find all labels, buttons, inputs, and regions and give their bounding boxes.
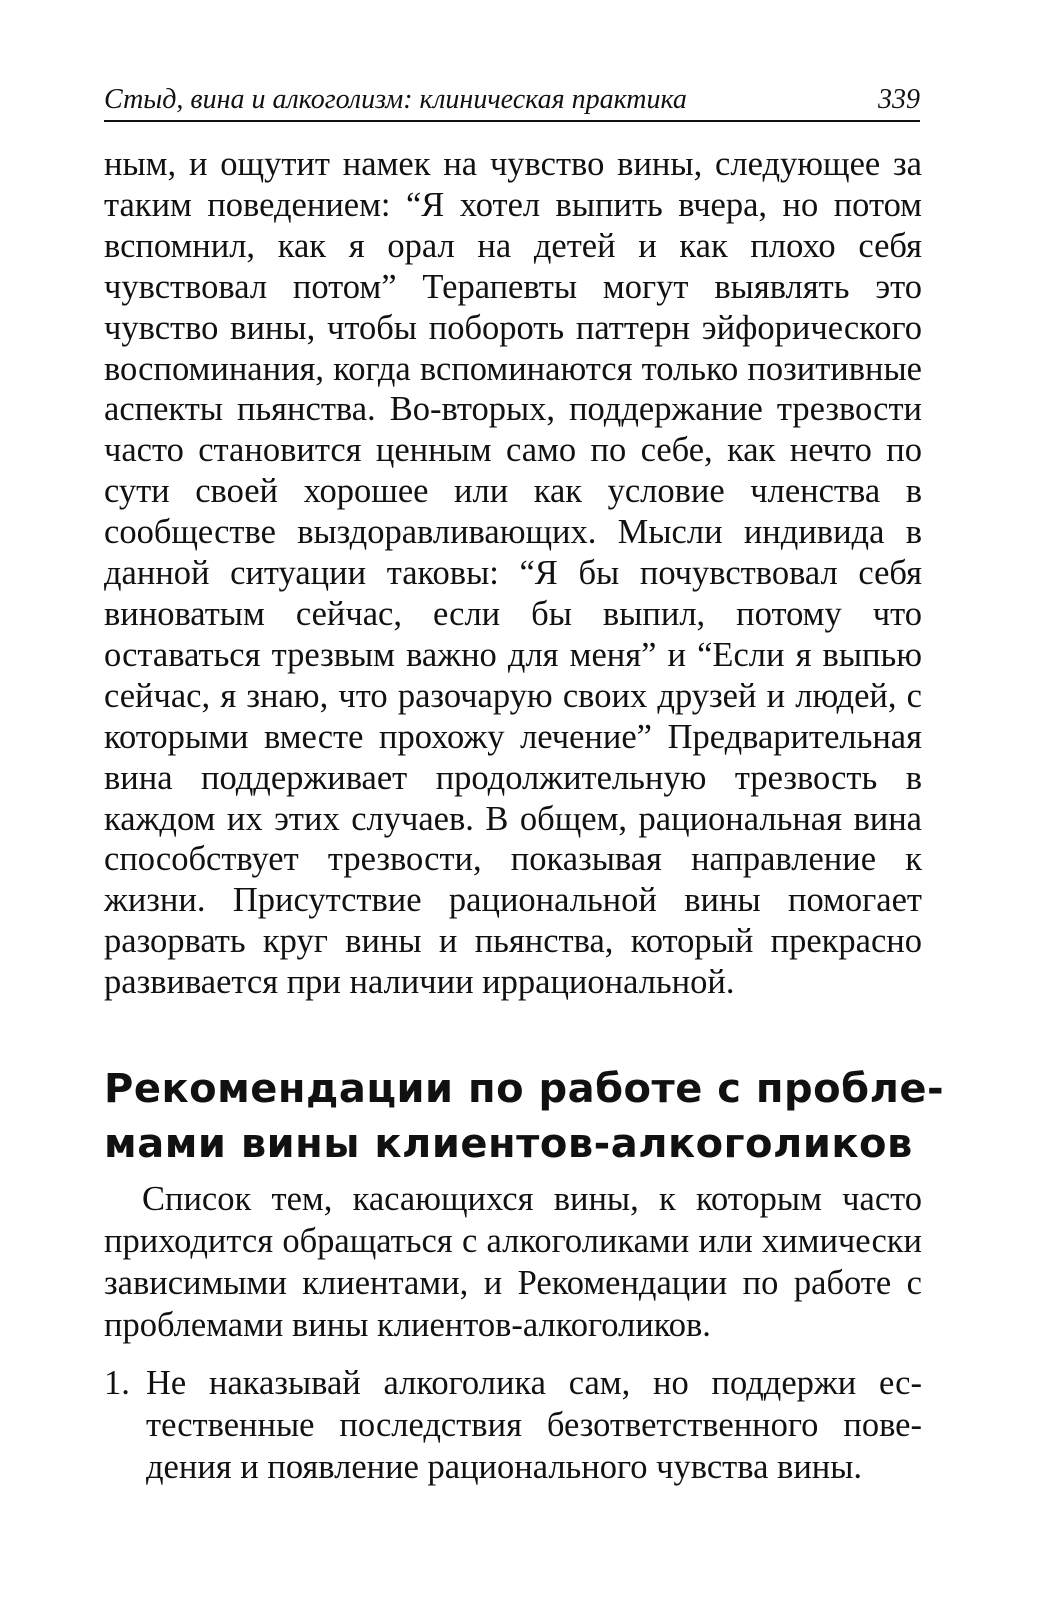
running-header — [104, 84, 920, 122]
list-item-number: 1. — [104, 1364, 130, 1402]
section-intro-paragraph: Список тем, касающихся вины, к которым часто приходится обращаться с алкоголиками или химически зависимыми клиентами, и Рекомендации по работе с проблемами вины клиентов-алкоголиков. — [104, 1180, 922, 1344]
page-number: 339 — [878, 84, 920, 115]
body-paragraph: ным, и ощутит намек на чувство вины, следующее за таким поведением: “Я хотел выпить вчера, но потом вспомнил, как я орал на детей и как плохо себя чувствовал потом” Терапевты могут выявлять это чувство вины, чтобы побороть паттерн эйфорического воспоминания, когда вспоминаются только позитивные аспекты пьянства. Во-вторых, поддержание трезвости часто становится ценным само по себе, как нечто по сути своей хорошее или как условие членства в сообществе выздоравливающих. Мысли индивида в данной ситуации таковы: “Я бы почувствовал себя виноватым сейчас, если бы выпил, потому что оставаться трезвым важно для меня” и “Если я выпью сейчас, я знаю, что разочарую своих друзей и людей, с которыми вместе прохожу лечение” Предварительная вина поддерживает продолжительную трезвость в каждом их этих случаев. В общем, рациональная вина способствует трезвости, показывая направление к жизни. Присутствие рациональной вины помогает разорвать круг вины и пьянства, который прекрасно развивается при наличии иррациональной. — [104, 145, 922, 1002]
running-header-title: Стыд, вина и алкоголизм: клиническая практика — [104, 84, 687, 115]
recommendations-list — [104, 1362, 922, 1488]
section-heading: Рекомендации по работе с проблемами вины клиентов-алкоголиков — [104, 1066, 944, 1167]
list-item-text: Не наказывай алкоголика сам, но поддержи естественные последствия безответственного поведения и появление рационального чувства вины. — [146, 1364, 922, 1486]
list-item — [104, 1362, 922, 1488]
